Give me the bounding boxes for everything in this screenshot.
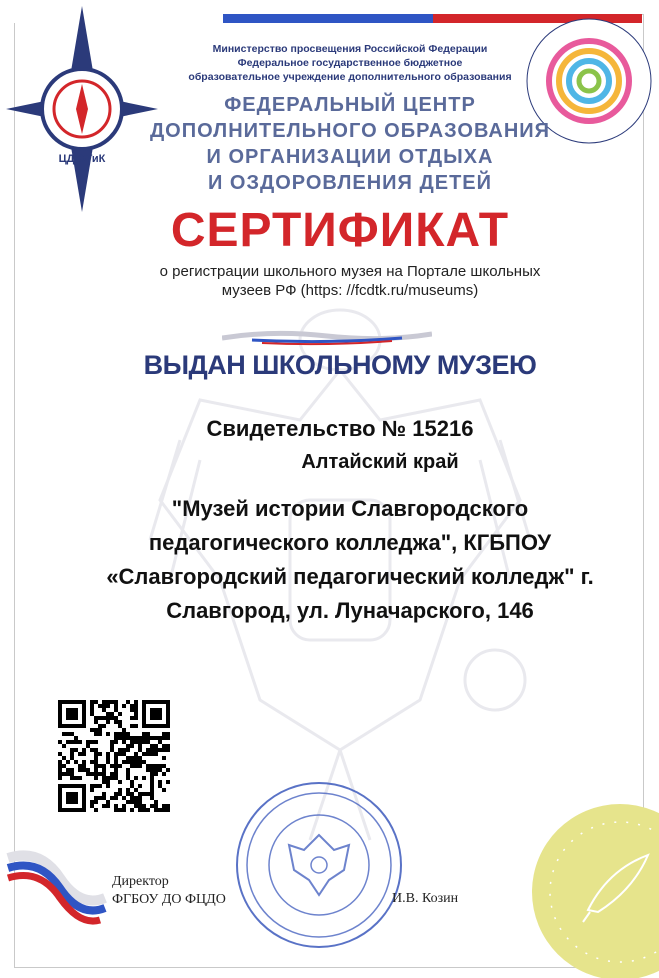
ministry-line: Федеральное государственное бюджетное	[237, 57, 463, 69]
qr-code	[58, 700, 170, 812]
federal-center-title	[120, 92, 580, 196]
certificate-subtitle	[110, 262, 590, 300]
svg-text:ЦДЮТиК: ЦДЮТиК	[58, 153, 106, 165]
director-name: И.В. Козин	[392, 891, 459, 906]
center-title-line: И ОЗДОРОВЛЕНИЯ ДЕТЕЙ	[207, 172, 493, 194]
center-title-line: ДОПОЛНИТЕЛЬНОГО ОБРАЗОВАНИЯ	[149, 120, 551, 142]
subtitle-line: музеев РФ (https: //fcdtk.ru/museums)	[221, 282, 479, 299]
museum-line: педагогического колледжа", КГБПОУ	[148, 530, 552, 555]
ribbon-divider	[222, 330, 432, 346]
ministry-line: образовательное учреждение дополнительного образования	[188, 71, 512, 83]
director-org: ФГБОУ ДО ФЦДО	[112, 892, 226, 907]
director-role: Директор	[112, 874, 169, 889]
flag-ribbon	[0, 838, 110, 928]
quill-medal-icon	[528, 800, 659, 978]
official-seal	[234, 780, 404, 950]
subtitle-line: о регистрации школьного музея на Портале школьных	[159, 263, 541, 280]
certificate-number: Свидетельство № 15216	[206, 416, 474, 441]
ministry-line: Министерство просвещения Российской Федерации	[212, 43, 488, 55]
museum-line: "Музей истории Славгородского	[171, 496, 529, 521]
ministry-header	[150, 42, 550, 84]
certificate-title: СЕРТИФИКАТ	[170, 204, 510, 257]
center-title-line: ФЕДЕРАЛЬНЫЙ ЦЕНТР	[224, 94, 476, 116]
region-name: Алтайский край	[301, 451, 459, 473]
issued-to-heading: ВЫДАН ШКОЛЬНОМУ МУЗЕЮ	[143, 350, 537, 380]
museum-line: Славгород, ул. Луначарского, 146	[166, 598, 534, 623]
director-title	[112, 873, 226, 909]
museum-line: «Славгородский педагогический колледж" г.	[106, 564, 594, 589]
center-title-line: И ОРГАНИЗАЦИИ ОТДЫХА	[206, 146, 494, 168]
museum-name	[70, 492, 630, 628]
